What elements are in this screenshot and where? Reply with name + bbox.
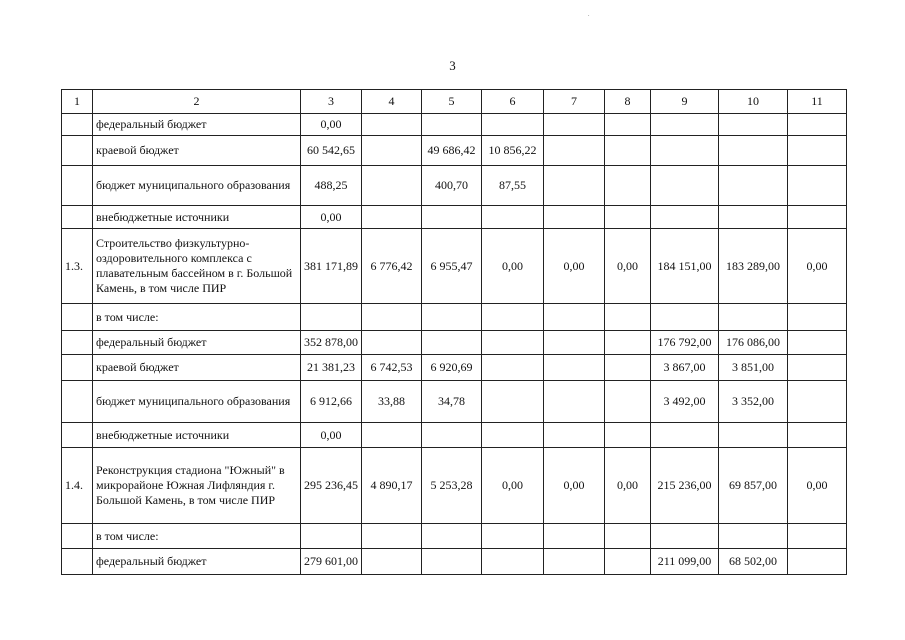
- amount-cell: 0,00: [788, 448, 847, 524]
- amount-cell: 0,00: [605, 229, 651, 304]
- item-name-cell: краевой бюджет: [93, 136, 301, 166]
- item-name-cell: в том числе:: [93, 304, 301, 331]
- table-row: [62, 549, 847, 575]
- header-cell: 10: [719, 90, 788, 114]
- amount-cell: 6 742,53: [362, 355, 422, 381]
- amount-cell: [788, 304, 847, 331]
- amount-cell: [422, 206, 482, 229]
- header-cell: 3: [301, 90, 362, 114]
- amount-cell: 183 289,00: [719, 229, 788, 304]
- amount-cell: 3 352,00: [719, 381, 788, 423]
- item-name-cell: федеральный бюджет: [93, 331, 301, 355]
- amount-cell: [544, 524, 605, 549]
- amount-cell: 0,00: [788, 229, 847, 304]
- amount-cell: 400,70: [422, 166, 482, 206]
- amount-cell: [605, 381, 651, 423]
- amount-cell: [605, 355, 651, 381]
- amount-cell: 0,00: [544, 229, 605, 304]
- amount-cell: 295 236,45: [301, 448, 362, 524]
- amount-cell: 0,00: [482, 448, 544, 524]
- item-number-cell: 1.4.: [62, 448, 93, 524]
- item-name-cell: федеральный бюджет: [93, 114, 301, 136]
- amount-cell: [719, 304, 788, 331]
- item-number-cell: [62, 355, 93, 381]
- amount-cell: [544, 206, 605, 229]
- table-row: [62, 114, 847, 136]
- amount-cell: [482, 381, 544, 423]
- amount-cell: [651, 206, 719, 229]
- page-number: 3: [449, 58, 456, 73]
- amount-cell: 5 253,28: [422, 448, 482, 524]
- table-row: [62, 136, 847, 166]
- amount-cell: 279 601,00: [301, 549, 362, 575]
- item-name-cell: внебюджетные источники: [93, 206, 301, 229]
- amount-cell: 69 857,00: [719, 448, 788, 524]
- amount-cell: [482, 304, 544, 331]
- amount-cell: [362, 166, 422, 206]
- item-name-cell: внебюджетные источники: [93, 423, 301, 448]
- amount-cell: 3 492,00: [651, 381, 719, 423]
- amount-cell: [651, 524, 719, 549]
- amount-cell: [605, 524, 651, 549]
- amount-cell: [544, 423, 605, 448]
- amount-cell: [605, 166, 651, 206]
- item-number-cell: [62, 423, 93, 448]
- item-number-cell: [62, 331, 93, 355]
- amount-cell: 0,00: [301, 114, 362, 136]
- amount-cell: 49 686,42: [422, 136, 482, 166]
- table-row: [62, 524, 847, 549]
- amount-cell: 6 955,47: [422, 229, 482, 304]
- amount-cell: [788, 524, 847, 549]
- amount-cell: 21 381,23: [301, 355, 362, 381]
- item-name-cell: краевой бюджет: [93, 355, 301, 381]
- amount-cell: [422, 524, 482, 549]
- amount-cell: [788, 136, 847, 166]
- header-cell: 6: [482, 90, 544, 114]
- amount-cell: [544, 331, 605, 355]
- amount-cell: [788, 331, 847, 355]
- header-cell: 5: [422, 90, 482, 114]
- item-name-cell: бюджет муниципального образования: [93, 381, 301, 423]
- item-number-cell: [62, 206, 93, 229]
- amount-cell: [422, 304, 482, 331]
- amount-cell: 10 856,22: [482, 136, 544, 166]
- amount-cell: 0,00: [544, 448, 605, 524]
- amount-cell: 211 099,00: [651, 549, 719, 575]
- amount-cell: [422, 549, 482, 575]
- table-row: [62, 448, 847, 524]
- item-number-cell: [62, 381, 93, 423]
- amount-cell: [544, 549, 605, 575]
- amount-cell: [422, 331, 482, 355]
- item-name-cell: бюджет муниципального образования: [93, 166, 301, 206]
- item-name-cell: федеральный бюджет: [93, 549, 301, 575]
- header-cell: 1: [62, 90, 93, 114]
- amount-cell: [605, 136, 651, 166]
- amount-cell: [362, 331, 422, 355]
- amount-cell: [605, 304, 651, 331]
- amount-cell: [301, 304, 362, 331]
- budget-table: [61, 89, 847, 575]
- amount-cell: [651, 114, 719, 136]
- item-number-cell: [62, 114, 93, 136]
- amount-cell: 6 776,42: [362, 229, 422, 304]
- amount-cell: [362, 304, 422, 331]
- header-cell: 11: [788, 90, 847, 114]
- amount-cell: 0,00: [301, 423, 362, 448]
- header-cell: 7: [544, 90, 605, 114]
- amount-cell: [482, 355, 544, 381]
- amount-cell: [362, 136, 422, 166]
- amount-cell: [651, 304, 719, 331]
- amount-cell: 0,00: [301, 206, 362, 229]
- amount-cell: 4 890,17: [362, 448, 422, 524]
- amount-cell: [719, 524, 788, 549]
- amount-cell: 215 236,00: [651, 448, 719, 524]
- amount-cell: 0,00: [482, 229, 544, 304]
- amount-cell: [482, 331, 544, 355]
- item-number-cell: [62, 166, 93, 206]
- amount-cell: [544, 304, 605, 331]
- corner-mark: .: [588, 12, 590, 18]
- item-number-cell: [62, 136, 93, 166]
- item-number-cell: [62, 524, 93, 549]
- amount-cell: 60 542,65: [301, 136, 362, 166]
- table-header-row: [62, 90, 847, 114]
- amount-cell: 6 920,69: [422, 355, 482, 381]
- table-row: [62, 331, 847, 355]
- amount-cell: [482, 114, 544, 136]
- amount-cell: [544, 381, 605, 423]
- item-name-cell: в том числе:: [93, 524, 301, 549]
- amount-cell: [788, 381, 847, 423]
- table-body: [62, 90, 847, 575]
- header-cell: 2: [93, 90, 301, 114]
- item-name-cell: Реконструкция стадиона "Южный" в микрорайоне Южная Лифляндия г. Большой Камень, в том числе ПИР: [93, 448, 301, 524]
- amount-cell: [605, 114, 651, 136]
- amount-cell: [301, 524, 362, 549]
- amount-cell: [719, 166, 788, 206]
- amount-cell: 381 171,89: [301, 229, 362, 304]
- table-row: [62, 355, 847, 381]
- amount-cell: 488,25: [301, 166, 362, 206]
- amount-cell: 33,88: [362, 381, 422, 423]
- header-cell: 9: [651, 90, 719, 114]
- amount-cell: [605, 549, 651, 575]
- amount-cell: [651, 136, 719, 166]
- amount-cell: [482, 549, 544, 575]
- amount-cell: [544, 355, 605, 381]
- amount-cell: [651, 423, 719, 448]
- amount-cell: [362, 549, 422, 575]
- amount-cell: [544, 166, 605, 206]
- amount-cell: 68 502,00: [719, 549, 788, 575]
- amount-cell: [605, 206, 651, 229]
- amount-cell: [719, 206, 788, 229]
- amount-cell: [788, 423, 847, 448]
- amount-cell: [544, 136, 605, 166]
- amount-cell: [788, 355, 847, 381]
- amount-cell: 352 878,00: [301, 331, 362, 355]
- amount-cell: [544, 114, 605, 136]
- amount-cell: [362, 423, 422, 448]
- amount-cell: 176 792,00: [651, 331, 719, 355]
- amount-cell: [719, 114, 788, 136]
- table-row: [62, 304, 847, 331]
- item-number-cell: [62, 549, 93, 575]
- item-number-cell: [62, 304, 93, 331]
- amount-cell: [422, 114, 482, 136]
- amount-cell: [605, 423, 651, 448]
- amount-cell: [651, 166, 719, 206]
- amount-cell: 6 912,66: [301, 381, 362, 423]
- amount-cell: [719, 136, 788, 166]
- table-row: [62, 229, 847, 304]
- amount-cell: 3 851,00: [719, 355, 788, 381]
- amount-cell: [482, 524, 544, 549]
- amount-cell: 87,55: [482, 166, 544, 206]
- amount-cell: [482, 423, 544, 448]
- amount-cell: [362, 206, 422, 229]
- amount-cell: 184 151,00: [651, 229, 719, 304]
- amount-cell: [719, 423, 788, 448]
- amount-cell: [788, 206, 847, 229]
- table-row: [62, 206, 847, 229]
- amount-cell: [362, 114, 422, 136]
- amount-cell: [605, 331, 651, 355]
- amount-cell: [788, 166, 847, 206]
- table-row: [62, 381, 847, 423]
- item-name-cell: Строительство физкультурно-оздоровительного комплекса с плавательным бассейном в г. Большой Камень, в том числе ПИР: [93, 229, 301, 304]
- amount-cell: 176 086,00: [719, 331, 788, 355]
- header-cell: 4: [362, 90, 422, 114]
- amount-cell: 3 867,00: [651, 355, 719, 381]
- amount-cell: [362, 524, 422, 549]
- amount-cell: [482, 206, 544, 229]
- amount-cell: [788, 549, 847, 575]
- amount-cell: [788, 114, 847, 136]
- header-cell: 8: [605, 90, 651, 114]
- table-row: [62, 166, 847, 206]
- amount-cell: 0,00: [605, 448, 651, 524]
- table-row: [62, 423, 847, 448]
- amount-cell: 34,78: [422, 381, 482, 423]
- item-number-cell: 1.3.: [62, 229, 93, 304]
- amount-cell: [422, 423, 482, 448]
